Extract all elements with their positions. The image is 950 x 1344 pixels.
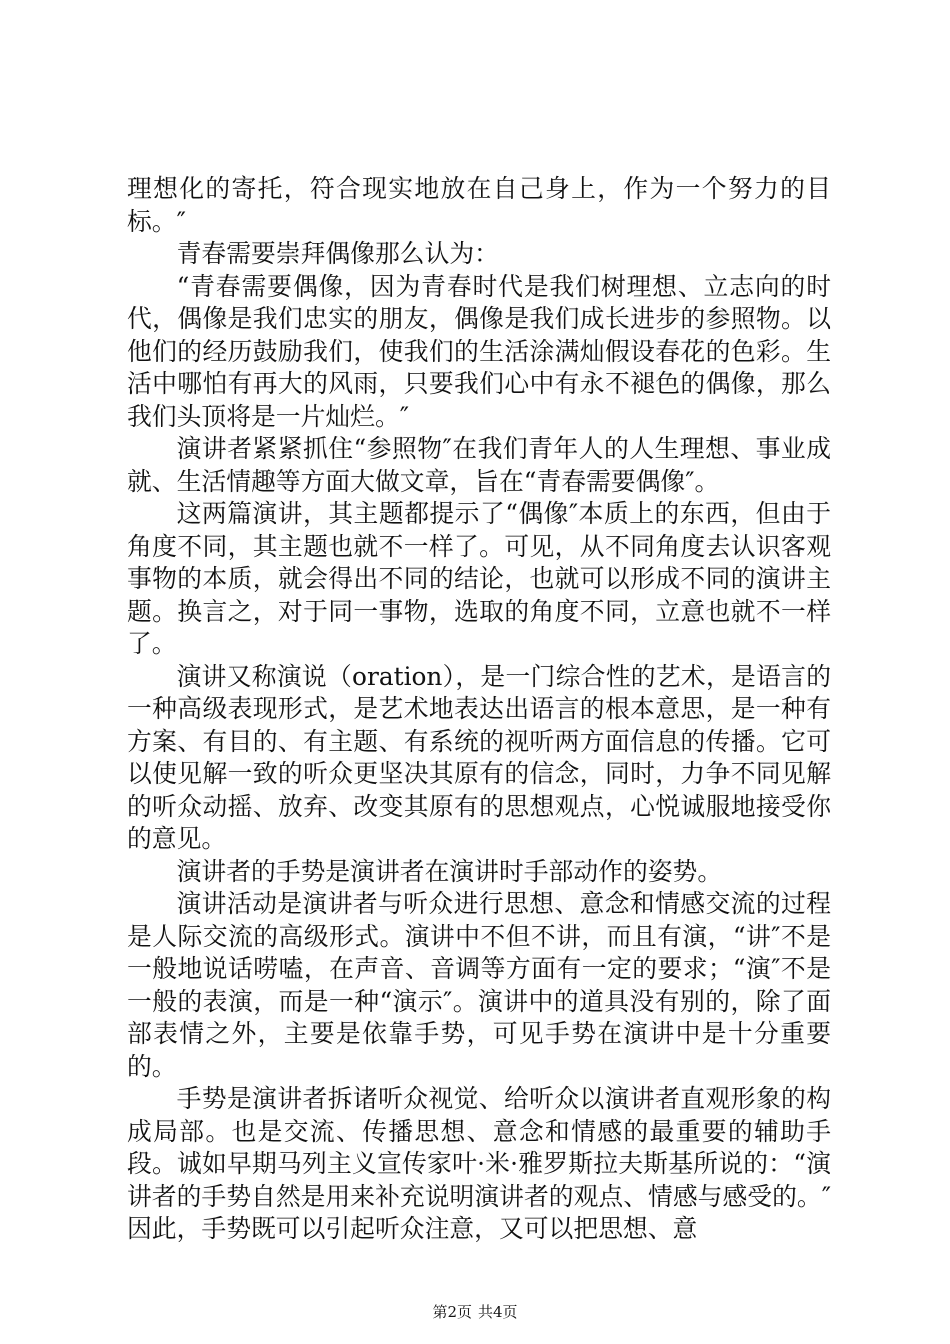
paragraph: 演讲活动是演讲者与听众进行思想、意念和情感交流的过程是人际交流的高级形式。演讲中不但不讲，而且有演，“讲″不是一般地说话唠嗑，在声音、音调等方面有一定的要求；“演″不是一般的表演，而是一种“演示″。演讲中的道具没有别的，除了面部表情之外，主要是依靠手势，可见手势在演讲中是十分重要的。: [127, 889, 831, 1081]
page-footer: [0, 1303, 950, 1321]
paragraph: 理想化的寄托，符合现实地放在自己身上，作为一个努力的目标。″: [127, 174, 831, 236]
paragraph: 演讲者紧紧抓住“参照物″在我们青年人的人生理想、事业成就、生活情趣等方面大做文章，旨在“青春需要偶像″。: [127, 434, 831, 496]
page-number: 第2页: [432, 1303, 472, 1321]
paragraph: 演讲者的手势是演讲者在演讲时手部动作的姿势。: [176, 856, 723, 886]
page-total: 共4页: [478, 1303, 518, 1321]
paragraph: 青春需要崇拜偶像那么认为：: [176, 239, 499, 268]
paragraph: 这两篇演讲，其主题都提示了“偶像″本质上的东西，但由于角度不同，其主题也就不一样了。可见，从不同角度去认识客观事物的本质，就会得出不同的结论，也就可以形成不同的演讲主题。换言之，对于同一事物，选取的角度不同，立意也就不一样了。: [127, 499, 831, 658]
paragraph: 手势是演讲者拆诸听众视觉、给听众以演讲者直观形象的构成局部。也是交流、传播思想、意念和情感的最重要的辅助手段。诚如早期马列主义宣传家叶·米·雅罗斯拉夫斯基所说的：“演讲者的手势自然是用来补充说明演讲者的观点、情感与感受的。″因此，手势既可以引起听众注意，又可以把思想、意: [127, 1084, 831, 1243]
body-text: [127, 173, 831, 1246]
paragraph: “青春需要偶像，因为青春时代是我们树理想、立志向的时代，偶像是我们忠实的朋友，偶像是我们成长进步的参照物。以他们的经历鼓励我们，使我们的生活涂满灿假设春花的色彩。生活中哪怕有再大的风雨，只要我们心中有永不褪色的偶像，那么我们头顶将是一片灿烂。″: [127, 271, 831, 431]
paragraph: 演讲又称演说（oration），是一门综合性的艺术，是语言的一种高级表现形式，是艺术地表达出语言的根本意思，是一种有方案、有目的、有主题、有系统的视听两方面信息的传播。它可以使见解一致的听众更坚决其原有的信念，同时，力争不同见解的听众动摇、放弃、改变其原有的思想观点，心悦诚服地接受你的意见。: [127, 661, 831, 853]
